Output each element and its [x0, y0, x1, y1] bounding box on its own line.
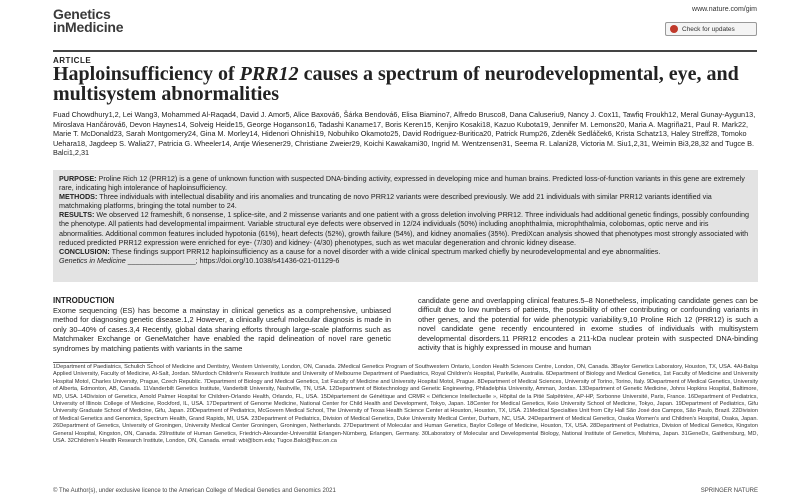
title-part2: causes a spectrum of neurodevelopmental, eye, and multisystem abnormalities: [53, 63, 739, 105]
purpose-text: Proline Rich 12 (PRR12) is a gene of unknown function with suspected DNA-binding activity, expressed in developing mice and human brains. Predicted loss-of-function variants in this gene are extremely rare, indicating high intolerance of haploinsufficiency.: [59, 174, 745, 193]
results-label: RESULTS:: [59, 210, 95, 220]
journal-url[interactable]: www.nature.com/gim: [692, 6, 757, 13]
journal-logo[interactable]: [53, 8, 123, 34]
introduction-right-column: candidate gene and overlapping clinical features.5–8 Nonetheless, implicating candidate genes can be difficult due to low numbers of patients, the possibility of other contributing or confounding variants in other genes, and the potential for wide phenotypic variability.9,10 Proline Rich 12 (PRR12) is such a novel candidate gene recently encountered in exome studies of individuals with multisystem developmental disorders.11 PRR12 encodes a 211-kDa nuclear protein with suspected DNA-binding activity that is highly expressed in mouse and human: [418, 296, 758, 353]
abstract-citation: [59, 256, 752, 265]
conclusion-text: These findings support PRR12 haploinsufficiency as a cause for a novel disorder with a wide clinical spectrum marked chiefly by neurodevelopmental and eye abnormalities.: [111, 246, 661, 256]
journal-name-line1: Genetics: [53, 6, 111, 22]
citation-doi-link[interactable]: _________________; https://doi.org/10.1038/s41436-021-01129-6: [125, 255, 340, 265]
header-divider: [53, 50, 757, 52]
introduction-heading: INTRODUCTION: [53, 296, 115, 305]
abstract-results: [59, 210, 752, 246]
affiliations: 1Department of Paediatrics, Schulich School of Medicine and Dentistry, Western University, London, ON, Canada. 2Medical Genetics Program of Southwestern Ontario, London Health Sciences Centre, London, ON, Canada. 3Baylor Genetics Laboratory, Houston, TX, USA. 4Al-Balqa Applied University, Faculty of Medicine, Al-Salt, Jordan. 5Murdoch Children's Research Institute and University of Melbourne Department of Paediatrics, Royal Children's Hospital, Parkville, Australia. 6Department of Biology and Medical Genetics, 1st Faculty of Medicine and University Hospital Motol, Charles University, Prague, Czech Republic. 7Department of Biology and Medical Genetics, 1st Faculty of Medicine and University Hospital Motol, Prague. 8Department of Medical Sciences, University of Torino, Torino, Italy. 9Department of Medical Genetics, University of Alberta, Edmonton, AB, Canada. 11Vanderbilt Genetics Institute, Vanderbilt University, Nashville, TN, USA. 12Department of Biotechnology and Genetic Engineering, Philadelphia University, Amman, Jordan. 13Department of Genetic Medicine, Johns Hopkins Hospital, Baltimore, MD, USA. 14Division of Genetics, Arnold Palmer Hospital for Children-Orlando Health, Orlando, FL, USA. 15Département de Génétique and CRMR « Déficience Intellectuelle », Hôpital de la Pitié Salpêtrière, AP-HP, Sorbonne Université, Paris, France. 16Department of Pediatrics, University of Illinois College of Medicine, Rockford, IL, USA. 17Department of Genome Medicine, National Center for Child Health and Development, Tokyo, Japan. 18Center for Medical Genetics, Keio University School of Medicine, Tokyo, Japan. 19Department of Pediatrics, Gifu University Graduate School of Medicine, Gifu, Japan. 20Department of Pediatrics, McGovern Medical School, The University of Texas Health Science Center at Houston, Houston, TX, USA. 21Medical Specialties Unit from City Hall São José dos Campos, São Paulo, Brazil. 22Division of Medical Genetics and Genomics, Spectrum Health, Grand Rapids, MI, USA. 23Department of Pediatrics, Division of Medical Genetics, Duke University Medical Center, Durham, NC, USA. 24Department of Medical Genetics, Osaka Women's and Children's Hospital, Osaka, Japan. 26Department of Genetics, University of Groningen, University Medical Center Groningen, Groningen, Netherlands. 27Department of Molecular and Human Genetics, Baylor College of Medicine, Houston, TX, USA. 28Department of Pediatrics, Division of Medical Genetics, Kingston General Hospital, Kingston, ON, Canada. 29Institute of Human Genetics, Friedrich-Alexander-Universität Erlangen-Nürnberg, Erlangen, Germany. 30Laboratory of Molecular and Developmental Biology, National Institute of Genetics, Mishima, Japan. 31GeneDx, Gaithersburg, MD, USA. 32Children's Health Research Institute, London, ON, Canada. email: wbi@bcm.edu; Tugce.Balci@lhsc.on.ca: [53, 364, 758, 445]
check-updates-label: Check for updates: [682, 25, 735, 33]
results-text: We observed 12 frameshift, 6 nonsense, 1 splice-site, and 2 missense variants and one patient with a gross deletion involving PRR12. Three individuals had additional genetic findings, possibly confounding the phenotype. All patients had developmental impairment. Variable structural eye defects were observed in 12/24 individuals (50%) including anophthalmia, microphthalmia, colobomas, optic nerve and iris abnormalities. Additional common features included hypotonia (61%), heart defects (52%), growth failure (54%), and kidney anomalies (35%). PrediXcan analysis showed that phenotypes most strongly associated with reduced predicted PRR12 expression were enriched for eye- (7/30) and kidney- (4/30) phenotypes, such as wet macular degeneration and chronic kidney disease.: [59, 210, 749, 247]
citation-journal: Genetics in Medicine: [59, 255, 126, 265]
article-title: [53, 64, 753, 104]
title-part1: Haploinsufficiency of: [53, 63, 240, 85]
article-type-label: ARTICLE: [53, 56, 92, 65]
abstract-box: [53, 170, 758, 282]
footnote-divider: [53, 362, 153, 363]
abstract-purpose: [59, 174, 752, 192]
conclusion-label: CONCLUSION:: [59, 246, 110, 256]
abstract-methods: [59, 192, 752, 210]
author-list: Fuad Chowdhury1,2, Lei Wang3, Mohammed Al-Raqad4, David J. Amor5, Alice Baxová6, Šárka Bendová6, Elisa Biamino7, Alfredo Brusco8, Dana Caluseriu9, Nancy J. Cox11, Tawfiq Froukh12, Meral Gunay-Aygun13, Miroslava Hančárová6, Devon Haynes14, Solveig Heide15, George Hoganson16, Tadashi Kaname17, Boris Keren15, Kenjiro Kosaki18, Kazuo Kubota19, Jennifer M. Lemons20, Maria A. Magriña21, Paul R. Mark22, Marie T. McDonald23, Sarah Montgomery24, Gina M. Morley14, Hidenori Ohnishi19, Nobuhiko Okamoto25, David Rodriguez-Buritica20, Patrick Rump26, Zdeněk Sedláček6, Krista Schatz13, Haley Streff28, Tomoko Uehara18, Jagdeep S. Walia27, Patricia G. Wheeler14, Antje Wiesener29, Christiane Zweier29, Koichi Kawakami30, Ingrid M. Wentzensen31, Seema R. Lalani28, Victoria M. Siu1,2,31, Weimin Bi3,28,32 and Tugce B. Balci1,2,31: [53, 110, 756, 158]
methods-text: Three individuals with intellectual disability and iris anomalies and truncating de novo PRR12 variants were described previously. We add 21 individuals with similar PRR12 variants identified via matchmaking platforms, bringing the total number to 24.: [59, 192, 712, 211]
abstract-conclusion: [59, 247, 752, 256]
check-for-updates-button[interactable]: [665, 22, 757, 36]
introduction-left-column: Exome sequencing (ES) has become a mainstay in clinical genetics as a comprehensive, unbiased method for diagnosing genetic disease.1,2 However, a clinically useful molecular diagnosis is made in only 30–40% of cases.3,4 Recently, global data sharing efforts through large-scale platforms such as Matchmaker Exchange or GeneMatcher have enabled the rapid delineation of novel rare genetic syndromes by matching patients with variants in the same: [53, 306, 391, 353]
check-updates-icon: [670, 25, 678, 33]
publisher-logo: SPRINGER NATURE: [700, 488, 758, 494]
title-gene: PRR12: [239, 63, 299, 85]
methods-label: METHODS:: [59, 192, 98, 202]
article-page: [40, 0, 765, 500]
page-footer: [53, 488, 758, 494]
journal-name-line2: inMedicine: [53, 19, 124, 35]
purpose-label: PURPOSE:: [59, 174, 97, 183]
copyright-notice: © The Author(s), under exclusive licence to the American College of Medical Genetics and Genomics 2021: [53, 488, 336, 494]
